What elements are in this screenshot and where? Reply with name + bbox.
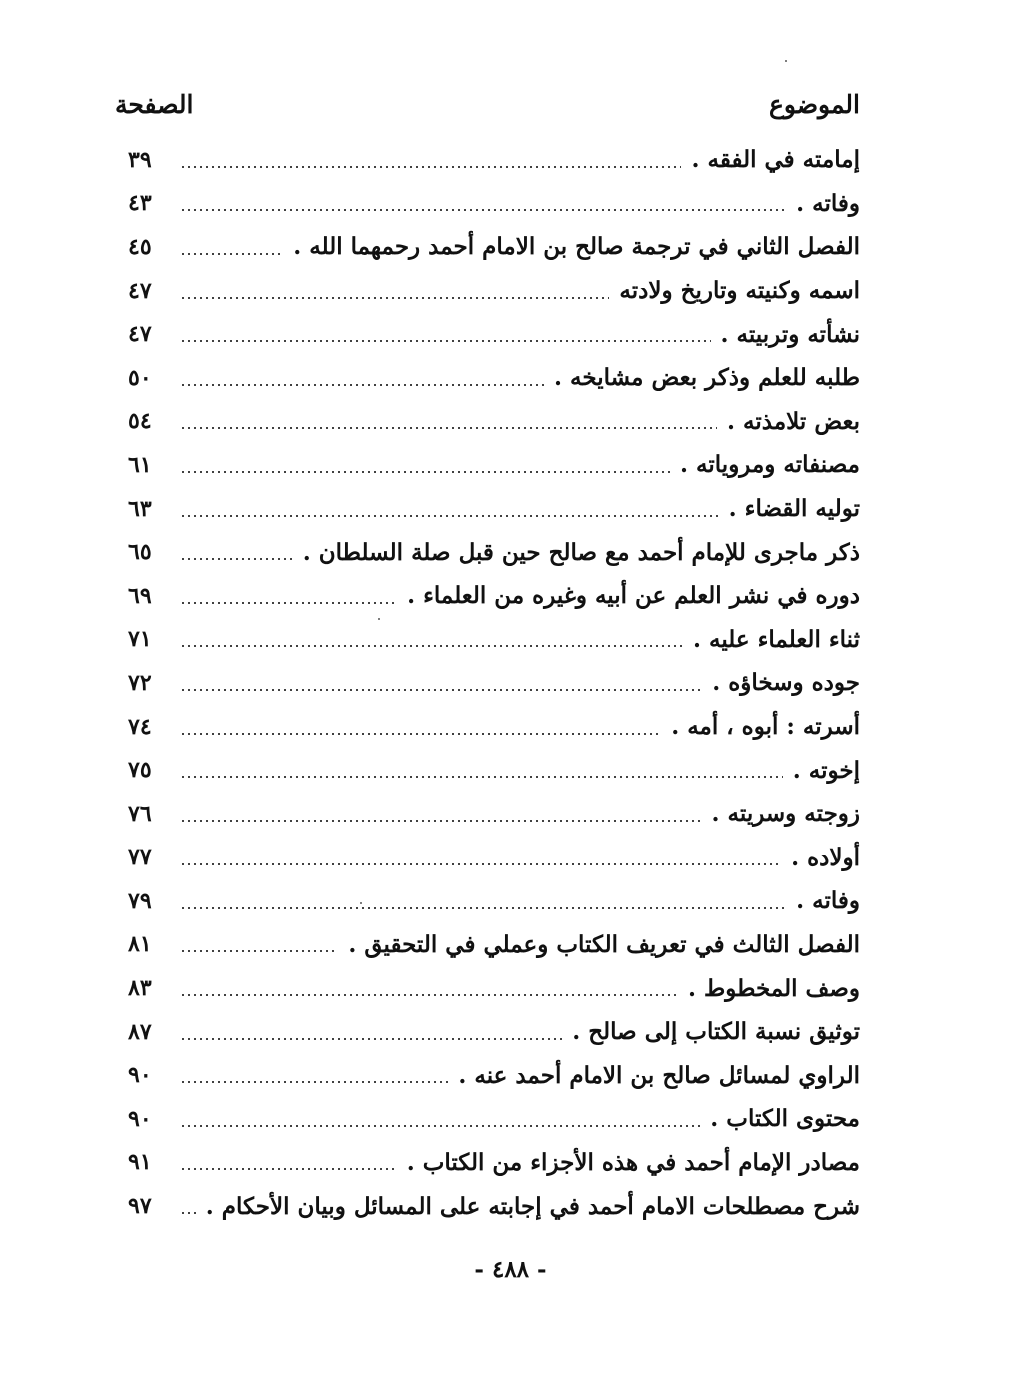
dot-leader <box>180 645 683 647</box>
dot-leader <box>180 471 670 473</box>
dot-leader <box>180 863 781 865</box>
toc-entry-title: مصنفاته ومروياته . <box>680 451 860 479</box>
toc-entry <box>128 1184 860 1228</box>
toc-entry-title: توثيق نسبة الكتاب إلى صالح . <box>572 1018 860 1046</box>
scan-speck <box>378 618 380 620</box>
toc-entry <box>128 356 860 400</box>
toc-entry <box>128 879 860 923</box>
topic-column-label: الموضوع <box>769 89 860 119</box>
page-number: - ٤٨٨ - <box>474 1256 547 1283</box>
toc-entry-page: ٦١ <box>128 451 152 478</box>
toc-entry-title: وصف المخطوط . <box>687 974 860 1002</box>
toc-entry-title: إمامته في الفقه . <box>691 146 860 174</box>
toc-entry-page: ٨١ <box>128 931 152 958</box>
toc-entry-title: محتوى الكتاب . <box>710 1105 860 1133</box>
toc-entry-title: وفاته . <box>796 189 860 217</box>
toc-entry-page: ٦٣ <box>128 495 152 522</box>
toc-entry-title: شرح مصطلحات الامام أحمد في إجابته على المسائل وبيان الأحكام . <box>205 1192 860 1220</box>
toc-entry-title: بعض تلامذته . <box>727 407 860 435</box>
toc-entry <box>128 225 860 269</box>
toc-entry <box>128 1141 860 1185</box>
toc-entry-title: دوره في نشر العلم عن أبيه وغيره من العلماء . <box>407 582 860 610</box>
dot-leader <box>180 820 702 822</box>
toc-entry-page: ٩٠ <box>128 1105 152 1132</box>
toc-entry <box>128 661 860 705</box>
toc-entry-page: ٧١ <box>128 626 152 653</box>
toc-entry <box>128 269 860 313</box>
scan-speck <box>785 60 787 62</box>
toc-entry-title: أولاده . <box>791 843 860 871</box>
dot-leader <box>180 776 783 778</box>
toc-entry <box>128 1097 860 1141</box>
toc-entry-title: اسمه وكنيته وتاريخ ولادته <box>619 277 860 305</box>
toc-entry <box>128 748 860 792</box>
dot-leader <box>180 558 293 560</box>
toc-entry-page: ٨٧ <box>128 1018 152 1045</box>
dot-leader <box>180 515 719 517</box>
toc-entry-page: ٤٧ <box>128 277 152 304</box>
toc-entry <box>128 792 860 836</box>
toc-entry-page: ٧٦ <box>128 800 152 827</box>
toc-entry-page: ٧٢ <box>128 669 152 696</box>
toc-entry-page: ٧٤ <box>128 713 152 740</box>
toc-entry-title: جوده وسخاؤه . <box>712 669 860 697</box>
toc-entry <box>128 443 860 487</box>
dot-leader <box>180 1212 196 1214</box>
toc-entry <box>128 182 860 226</box>
toc-entry-title: الفصل الثالث في تعريف الكتاب وعملي في التحقيق . <box>348 930 860 958</box>
toc-entry <box>128 574 860 618</box>
toc-entry <box>128 923 860 967</box>
dot-leader <box>180 166 681 168</box>
dot-leader <box>180 907 786 909</box>
scan-speck <box>360 902 362 904</box>
dot-leader <box>180 253 283 255</box>
toc-entry-page: ٣٩ <box>128 146 152 173</box>
dot-leader <box>180 1168 397 1170</box>
dot-leader <box>180 689 702 691</box>
toc-entry <box>128 487 860 531</box>
dot-leader <box>180 1038 562 1040</box>
toc-entry <box>128 400 860 444</box>
dot-leader <box>180 384 544 386</box>
toc-entry-title: الفصل الثاني في ترجمة صالح بن الامام أحمد رحمهما الله . <box>293 233 860 261</box>
toc-entry-page: ٧٩ <box>128 887 152 914</box>
toc-entry-page: ٧٥ <box>128 757 152 784</box>
dot-leader <box>180 602 397 604</box>
toc-entry-title: إخوته . <box>792 756 860 784</box>
toc-header <box>115 82 860 126</box>
toc-entry-page: ٦٥ <box>128 539 152 566</box>
toc-entry <box>128 1010 860 1054</box>
toc-entry-title: الراوي لمسائل صالح بن الامام أحمد عنه . <box>458 1061 860 1089</box>
toc-entry-page: ٤٧ <box>128 321 152 348</box>
toc-entry-title: وفاته . <box>796 887 860 915</box>
toc-entry-title: أسرته : أبوه ، أمه . <box>671 713 860 741</box>
toc-entry-page: ٩١ <box>128 1149 152 1176</box>
toc-entry-title: توليه القضاء . <box>728 495 860 523</box>
toc-entry-page: ٦٩ <box>128 582 152 609</box>
toc-entry-title: ثناء العلماء عليه . <box>692 625 860 653</box>
toc-entry-page: ٤٣ <box>128 190 152 217</box>
dot-leader <box>180 209 786 211</box>
toc-entry-title: طلبه للعلم وذكر بعض مشايخه . <box>554 364 860 392</box>
toc-entry-page: ٥٠ <box>128 364 152 391</box>
dot-leader <box>180 427 717 429</box>
toc-entry-page: ٤٥ <box>128 233 152 260</box>
dot-leader <box>180 340 711 342</box>
dot-leader <box>180 733 661 735</box>
toc-entry <box>128 966 860 1010</box>
toc-entry-page: ٩٧ <box>128 1193 152 1220</box>
toc-entry <box>128 312 860 356</box>
toc-entry-title: مصادر الإمام أحمد في هذه الأجزاء من الكتاب . <box>406 1148 860 1176</box>
toc-entry-page: ٩٠ <box>128 1062 152 1089</box>
page-column-label: الصفحة <box>115 89 194 119</box>
toc-entry <box>128 836 860 880</box>
toc-entry <box>128 618 860 662</box>
dot-leader <box>180 950 338 952</box>
dot-leader <box>180 297 609 299</box>
toc-entry-page: ٨٣ <box>128 975 152 1002</box>
toc-entry-page: ٧٧ <box>128 844 152 871</box>
toc-entry <box>128 138 860 182</box>
toc-entry-title: زوجته وسريته . <box>711 800 860 828</box>
dot-leader <box>180 994 678 996</box>
toc-entry <box>128 530 860 574</box>
dot-leader <box>180 1125 700 1127</box>
dot-leader <box>180 1081 448 1083</box>
toc-entry-title: نشأته وتربيته . <box>720 320 860 348</box>
toc-entry-title: ذكر ماجرى للإمام أحمد مع صالح حين قبل صلة السلطان . <box>302 538 860 566</box>
toc-entry <box>128 705 860 749</box>
toc-list <box>128 138 860 1228</box>
toc-entry <box>128 1053 860 1097</box>
toc-entry-page: ٥٤ <box>128 408 152 435</box>
